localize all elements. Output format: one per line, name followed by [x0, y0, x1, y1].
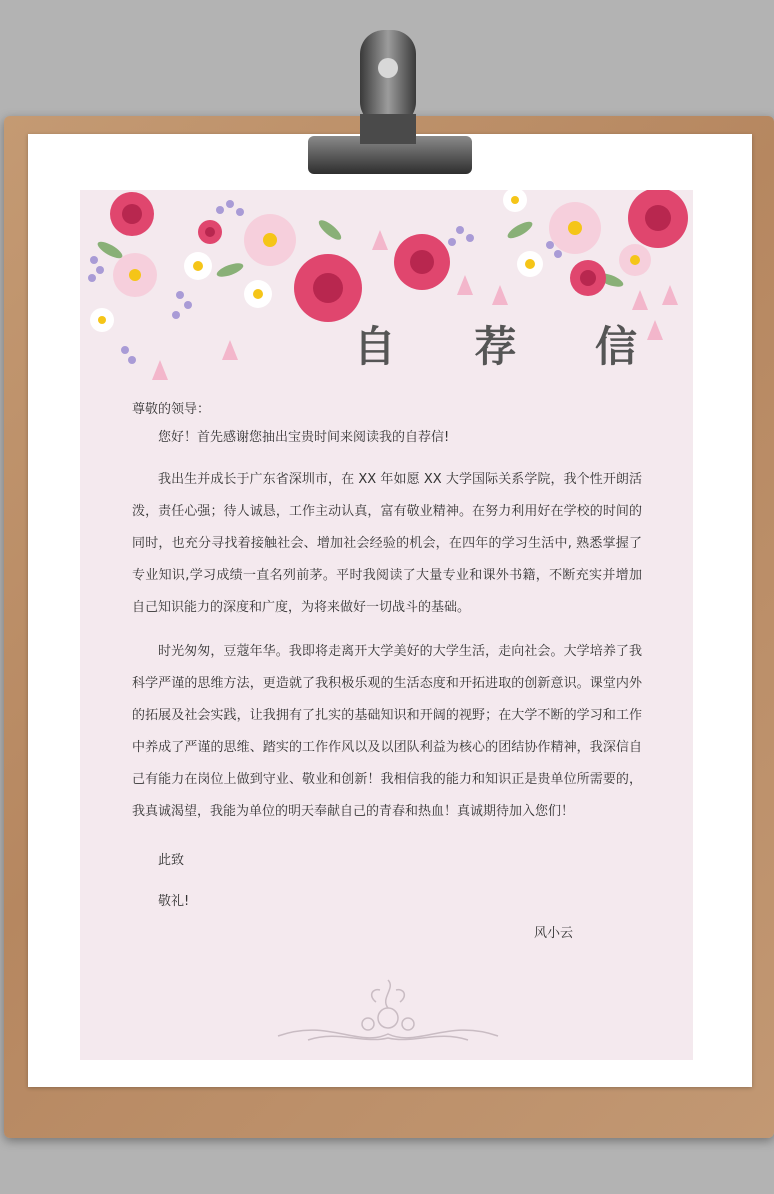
signature: 风小云: [534, 926, 574, 941]
letter-paragraph: 您好！首先感谢您抽出宝贵时间来阅读我的自荐信!: [158, 430, 450, 445]
letter-paragraph: 时光匆匆，豆蔻年华。我即将走离开大学美好的大学生活，走向社会。大学培养了我科学严谨的思维方法，更造就了我积极乐观的生活态度和开拓进取的创新意识。课堂内外的拓展及社会实践，让我拥有了扎实的基础知识和开阔的视野；在大学不断的学习和工作中养成了严谨的思维、踏实的工作作风以及以团队利益为核心的团结协作精神，我深信自己有能力在岗位上做到守业、敬业和创新！我相信我的能力和知识正是贵单位所需要的，我真诚渴望，我能为单位的明天奉献自己的青春和热血！真诚期待加入您们！: [132, 644, 642, 819]
letter-title: 自 荐 信: [353, 322, 669, 371]
binder-clip: [300, 24, 478, 176]
closing-regards: 敬礼!: [158, 894, 190, 909]
letter-paragraph: 我出生并成长于广东省深圳市，在 XX 年如愿 XX 大学国际关系学院，我个性开朗活泼，责任心强；待人诚恳，工作主动认真，富有敬业精神。在努力利用好在学校的时间的同时，也充分寻找着接触社会、增加社会经验的机会，在四年的学习生活中, 熟悉掌握了专业知识,学习成绩一直名列前茅。平时我阅读了大量专业和课外书籍，不断充实并增加自己知识能力的深度和广度，为将来做好一切战斗的基础。: [132, 472, 642, 615]
closing-line: 此致: [158, 853, 185, 868]
letter-sheet: [80, 190, 693, 1060]
letter-salutation: 尊敬的领导：: [132, 402, 211, 417]
decorative-ornament: [268, 978, 508, 1058]
